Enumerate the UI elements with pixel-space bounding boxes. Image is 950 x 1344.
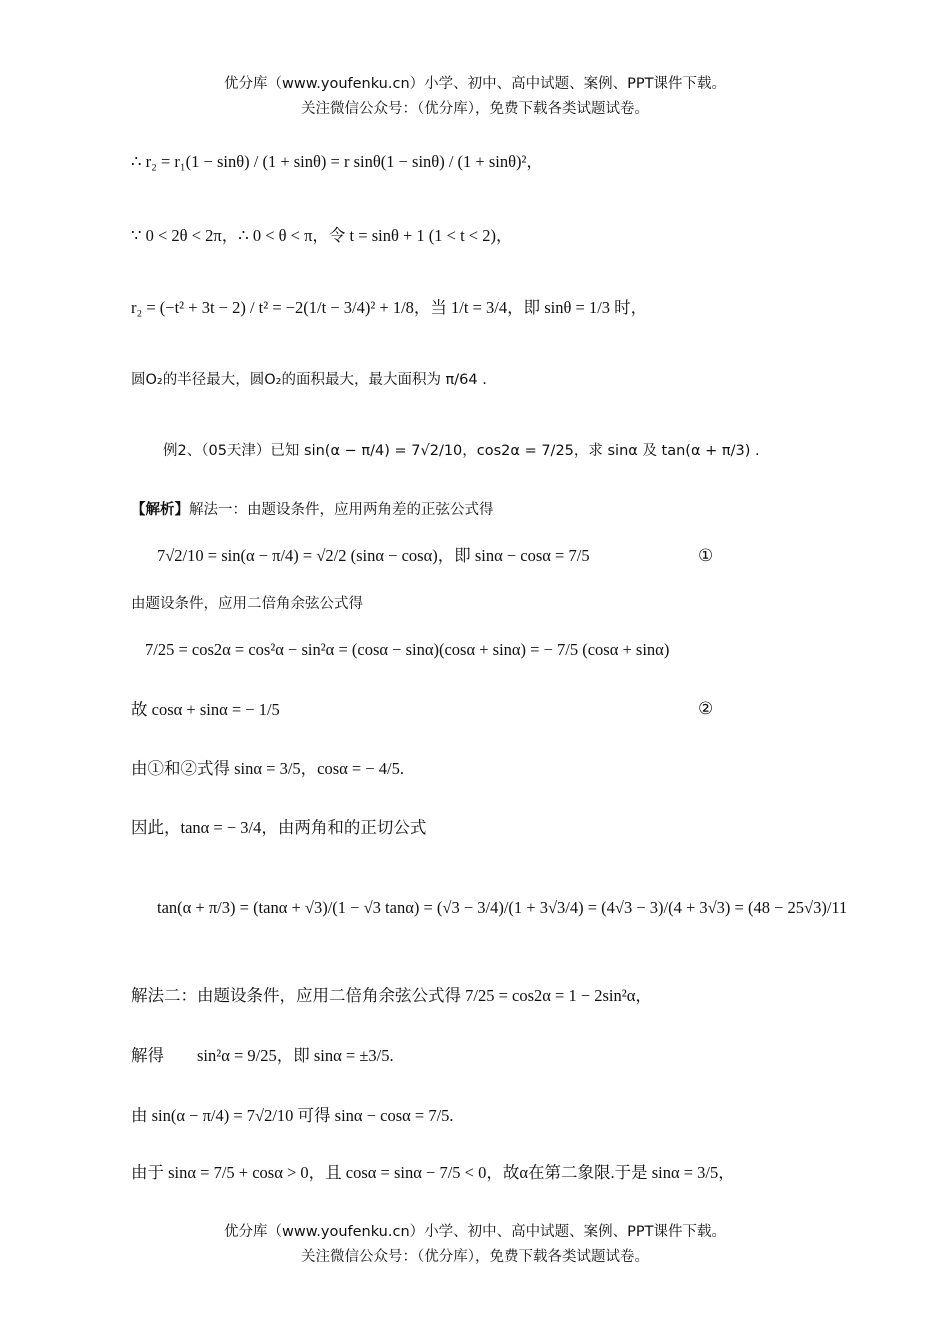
- equation-marker-2: ②: [698, 699, 714, 719]
- solution-label: 【解析】: [131, 502, 189, 518]
- formula-r2-quadratic: r₂ = (−t² + 3t − 2) / t² = −2(1/t − 3/4)² + 1/8，当 1/t = 3/4，即 sinθ = 1/3 时，: [131, 298, 648, 317]
- result-tan: 因此，tanα = − 3/4，由两角和的正切公式: [131, 818, 427, 837]
- header-line-2: 关注微信公众号：（优分库），免费下载各类试题试卷。: [301, 101, 649, 117]
- derive-sin-minus-cos: 由 sin(α − π/4) = 7√2/10 可得 sinα − cosα = 7/5.: [131, 1106, 454, 1125]
- equation-1: 7√2/10 = sin(α − π/4) = √2/2 (sinα − cosα)，即 sinα − cosα = 7/5: [157, 546, 590, 565]
- method-note: 由题设条件，应用二倍角余弦公式得: [131, 596, 363, 612]
- formula-r2: ∴ r₂ = r₁(1 − sinθ) / (1 + sinθ) = r sinθ(1 − sinθ) / (1 + sinθ)²，: [131, 152, 543, 171]
- solution-heading: [131, 500, 494, 520]
- conclusion-area: 圆O₂的半径最大，圆O₂的面积最大，最大面积为 π/64 .: [131, 372, 487, 388]
- condition-theta: ∵ 0 < 2θ < 2π，∴ 0 < θ < π，令 t = sinθ + 1 (1 < t < 2)，: [131, 226, 513, 245]
- formula-tan-sum: tan(α + π/3) = (tanα + √3)/(1 − √3 tanα) = (√3 − 3/4)/(1 + 3√3/4) = (4√3 − 3)/(4 + 3√3) = (48 − 25√3)/11: [157, 898, 848, 917]
- equation-2: 故 cosα + sinα = − 1/5: [131, 700, 280, 719]
- result-sin-cos: 由①和②式得 sinα = 3/5，cosα = − 4/5.: [131, 759, 404, 778]
- equation-cos2a: 7/25 = cos2α = cos²α − sin²α = (cosα − sinα)(cosα + sinα) = − 7/5 (cosα + sinα): [145, 640, 670, 659]
- footer-line-2: 关注微信公众号：（优分库），免费下载各类试题试卷。: [301, 1249, 649, 1265]
- quadrant-conclusion: 由于 sinα = 7/5 + cosα > 0，且 cosα = sinα − 7/5 < 0，故α在第二象限.于是 sinα = 3/5，: [131, 1163, 735, 1182]
- footer-line-1: 优分库（www.youfenku.cn）小学、初中、高中试题、案例、PPT课件下载。: [224, 1224, 726, 1240]
- equation-marker-1: ①: [698, 546, 714, 566]
- method-2: 解法二：由题设条件，应用二倍角余弦公式得 7/25 = cos2α = 1 − 2sin²α，: [131, 986, 652, 1005]
- header-line-1: 优分库（www.youfenku.cn）小学、初中、高中试题、案例、PPT课件下载。: [224, 76, 726, 92]
- solution-method-1: 解法一：由题设条件，应用两角差的正弦公式得: [189, 502, 494, 518]
- solve-sin2: 解得 sin²α = 9/25，即 sinα = ±3/5.: [131, 1046, 394, 1065]
- example-2-problem: 例2、（05天津）已知 sin(α − π/4) = 7√2/10，cos2α = 7/25，求 sinα 及 tan(α + π/3) .: [163, 443, 760, 459]
